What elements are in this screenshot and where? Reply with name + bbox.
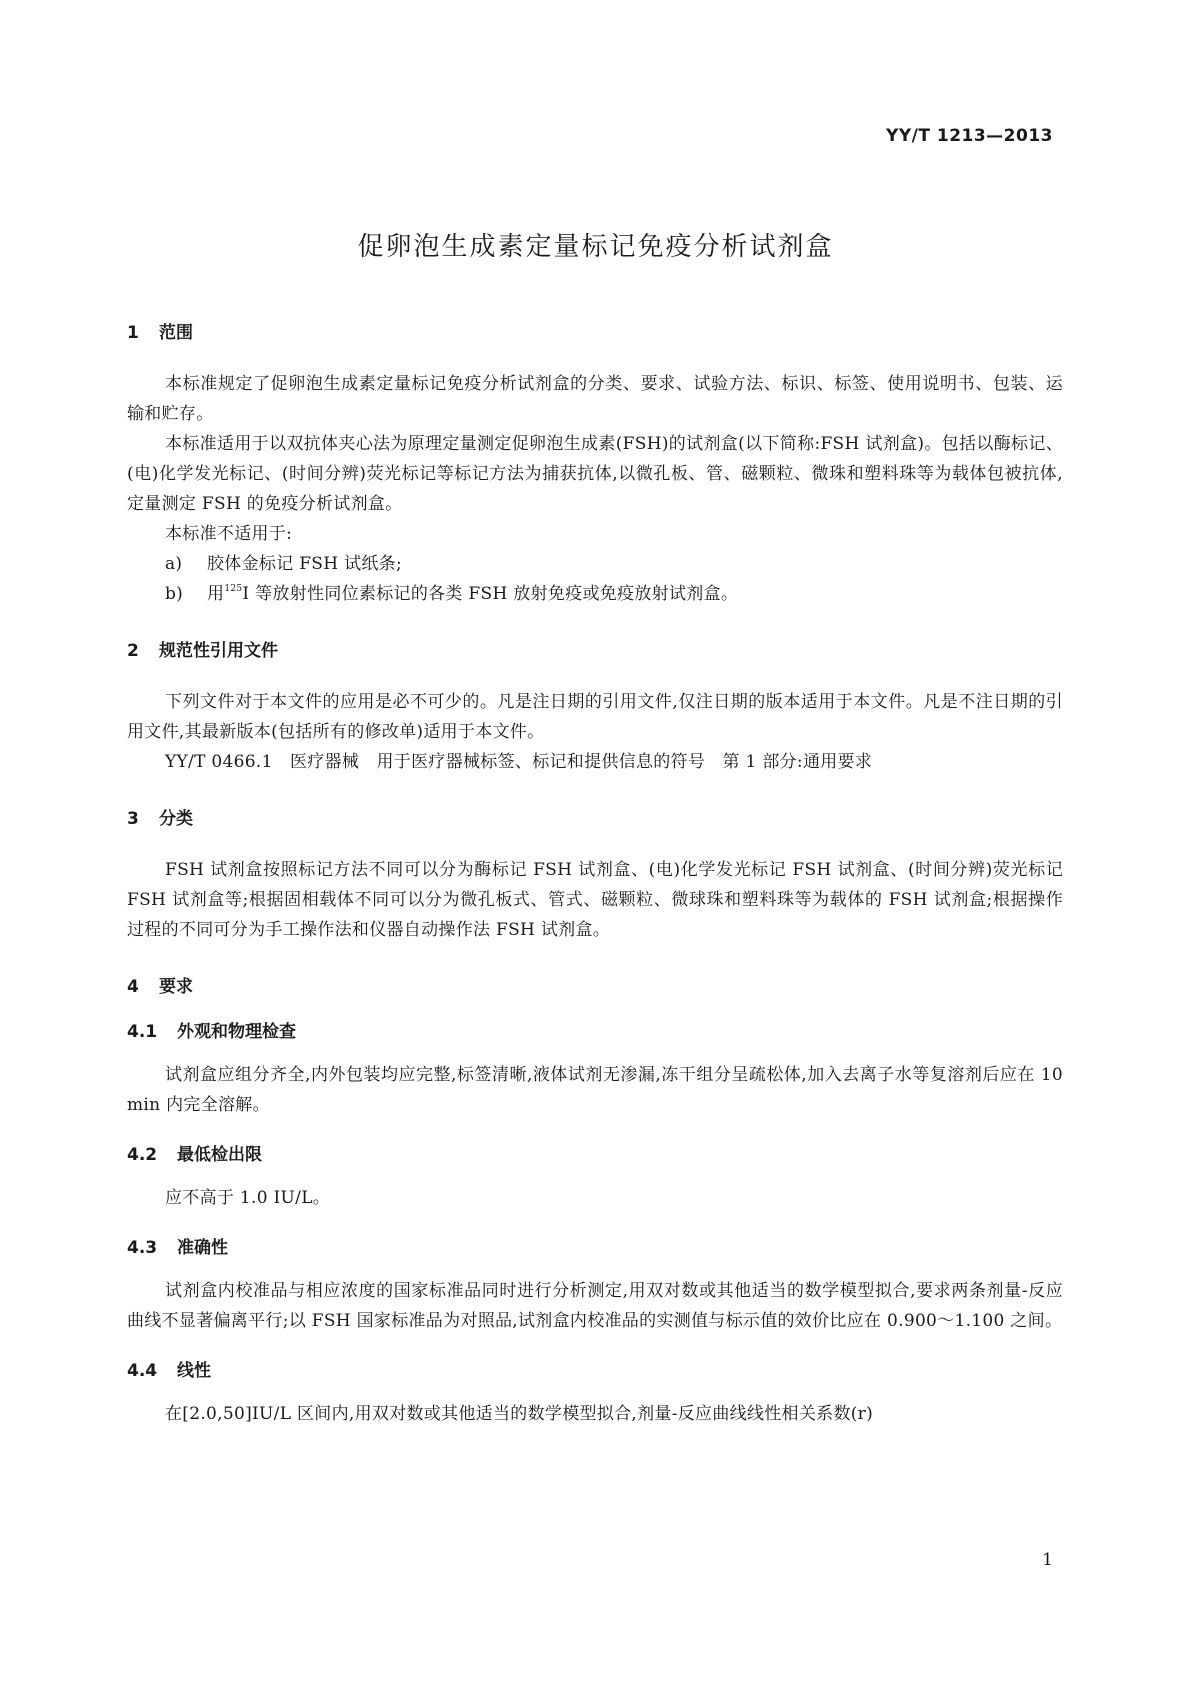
section-2-heading xyxy=(127,636,1063,661)
list-item-a xyxy=(127,549,1063,579)
subsection-4-2-heading xyxy=(127,1140,1063,1165)
section-number: 3 xyxy=(127,809,139,829)
subsection-4-3-heading xyxy=(127,1233,1063,1258)
list-label: b) xyxy=(165,584,184,604)
paragraph: 试剂盒内校准品与相应浓度的国家标准品同时进行分析测定,用双对数或其他适当的数学模型拟合,要求两条剂量-反应曲线不显著偏离平行;以 FSH 国家标准品为对照品,试剂盒内校准品的实测值与标示值的效价比应在 0.900～1.100 之间。 xyxy=(127,1281,1063,1331)
subsection-number: 4.3 xyxy=(127,1238,158,1258)
section-title: 规范性引用文件 xyxy=(159,641,278,661)
list-text: 胶体金标记 FSH 试纸条; xyxy=(207,554,403,574)
paragraph: 试剂盒应组分齐全,内外包装均应完整,标签清晰,液体试剂无渗漏,冻干组分呈疏松体,加入去离子水等复溶剂后应在 10 min 内完全溶解。 xyxy=(127,1065,1063,1115)
document-body xyxy=(127,318,1063,1429)
isotope-superscript: 125 xyxy=(224,584,243,594)
subsection-title: 准确性 xyxy=(177,1238,228,1258)
list-item-b xyxy=(127,579,1063,609)
paragraph: 应不高于 1.0 IU/L。 xyxy=(165,1188,331,1208)
subsection-4-1-heading xyxy=(127,1017,1063,1042)
standard-code: YY/T 1213—2013 xyxy=(886,126,1053,146)
subsection-title: 最低检出限 xyxy=(177,1145,262,1165)
subsection-title: 线性 xyxy=(177,1361,211,1381)
section-1-heading xyxy=(127,318,1063,343)
list-text: I 等放射性同位素标记的各类 FSH 放射免疫或免疫放射试剂盒。 xyxy=(242,584,739,604)
list-label: a) xyxy=(165,554,183,574)
section-3-heading xyxy=(127,804,1063,829)
section-title: 分类 xyxy=(159,809,193,829)
subsection-number: 4.1 xyxy=(127,1022,158,1042)
section-number: 1 xyxy=(127,323,139,343)
subsection-number: 4.4 xyxy=(127,1361,158,1381)
section-number: 2 xyxy=(127,641,139,661)
normative-reference: YY/T 0466.1 医疗器械 用于医疗器械标签、标记和提供信息的符号 第 1 部分:通用要求 xyxy=(165,752,873,772)
paragraph: 本标准适用于以双抗体夹心法为原理定量测定促卵泡生成素(FSH)的试剂盒(以下简称:FSH 试剂盒)。包括以酶标记、(电)化学发光标记、(时间分辨)荧光标记等标记方法为捕获抗体,以微孔板、管、磁颗粒、微珠和塑料珠等为载体包被抗体,定量测定 FSH 的免疫分析试剂盒。 xyxy=(127,434,1063,514)
paragraph: 下列文件对于本文件的应用是必不可少的。凡是注日期的引用文件,仅注日期的版本适用于本文件。凡是不注日期的引用文件,其最新版本(包括所有的修改单)适用于本文件。 xyxy=(127,692,1063,742)
paragraph: 在[2.0,50]IU/L 区间内,用双对数或其他适当的数学模型拟合,剂量-反应曲线线性相关系数(r) xyxy=(165,1404,874,1424)
subsection-title: 外观和物理检查 xyxy=(177,1022,296,1042)
paragraph: 本标准不适用于: xyxy=(165,524,293,544)
section-title: 范围 xyxy=(159,323,193,343)
paragraph: 本标准规定了促卵泡生成素定量标记免疫分析试剂盒的分类、要求、试验方法、标识、标签、使用说明书、包装、运输和贮存。 xyxy=(127,374,1063,424)
section-title: 要求 xyxy=(159,977,193,997)
subsection-4-4-heading xyxy=(127,1356,1063,1381)
subsection-number: 4.2 xyxy=(127,1145,158,1165)
list-text-prefix: 用 xyxy=(207,584,225,604)
document-title: 促卵泡生成素定量标记免疫分析试剂盒 xyxy=(357,232,834,262)
paragraph: FSH 试剂盒按照标记方法不同可以分为酶标记 FSH 试剂盒、(电)化学发光标记 FSH 试剂盒、(时间分辨)荧光标记 FSH 试剂盒等;根据固相载体不同可以分为微孔板式、管式、磁颗粒、微球珠和塑料珠等为载体的 FSH 试剂盒;根据操作过程的不同可分为手工操作法和仪器自动操作法 FSH 试剂盒。 xyxy=(127,860,1063,940)
section-4-heading xyxy=(127,972,1063,997)
page-number: 1 xyxy=(1042,1550,1053,1570)
section-number: 4 xyxy=(127,977,139,997)
